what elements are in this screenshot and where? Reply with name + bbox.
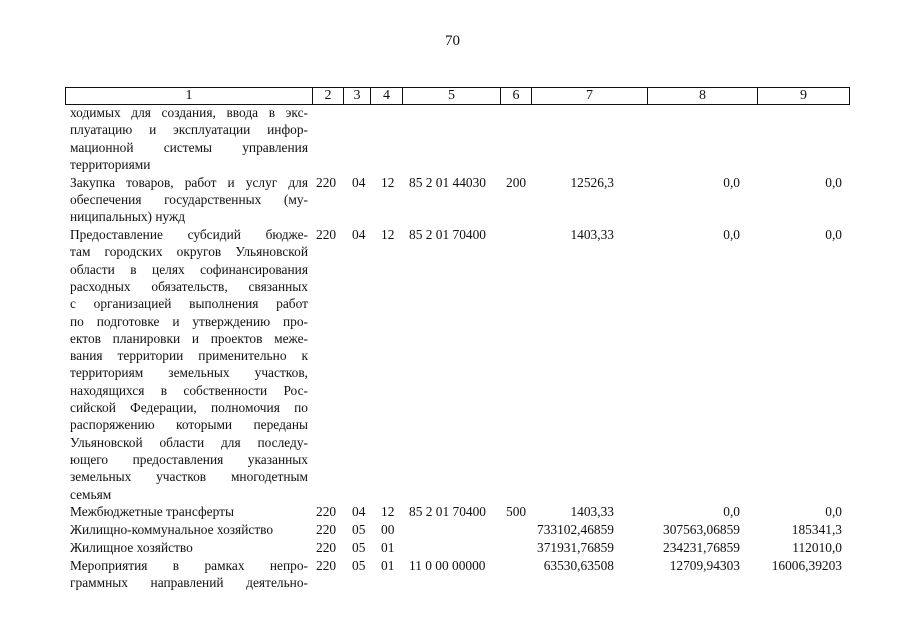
description-line: семьям — [70, 486, 112, 502]
description-line: обеспечения государственных (му- — [70, 191, 308, 207]
description-line: территориями — [70, 156, 151, 172]
row-description — [70, 557, 308, 592]
description-line: Межбюджетные трансферты — [70, 504, 234, 520]
cell-c9: 16006,39203 — [771, 557, 842, 573]
page-number: 70 — [445, 33, 460, 49]
cell-c5: 85 2 01 70400 — [409, 504, 486, 520]
description-line: ниципальных) нужд — [70, 209, 186, 225]
cell-c4: 00 — [381, 522, 395, 538]
cell-c9: 0,0 — [825, 504, 842, 520]
cell-c8: 307563,06859 — [663, 522, 740, 538]
cell-c8: 0,0 — [723, 227, 740, 243]
cell-c4: 12 — [381, 174, 395, 190]
row-description — [70, 174, 308, 226]
header-cell-2: 2 — [313, 88, 344, 104]
cell-c7: 63530,63508 — [543, 557, 614, 573]
description-line: с организацией выполнения работ — [70, 296, 308, 312]
description-line: ходимых для создания, ввода в экс- — [70, 105, 308, 120]
description-line: распоряжению которыми переданы — [70, 417, 308, 433]
cell-c2: 220 — [316, 522, 337, 538]
header-cell-7: 7 — [532, 88, 648, 104]
cell-c2: 220 — [316, 557, 337, 573]
cell-c9: 0,0 — [825, 174, 842, 190]
cell-c2: 220 — [316, 227, 337, 243]
cell-c5: 85 2 01 44030 — [409, 174, 486, 190]
description-line: Закупка товаров, работ и услуг для — [70, 174, 308, 190]
cell-c5: 85 2 01 70400 — [409, 227, 486, 243]
row-description — [70, 503, 308, 520]
description-line: Жилищно-коммунальное хозяйство — [70, 522, 274, 538]
header-cell-4: 4 — [371, 88, 403, 104]
description-line: земельных участков многодетным — [70, 469, 308, 485]
cell-c9: 112010,0 — [792, 540, 842, 555]
cell-c4: 12 — [381, 227, 395, 243]
description-line: Мероприятия в рамках непро- — [70, 557, 308, 573]
description-line: Ульяновской области для последу- — [70, 434, 308, 450]
description-line: находящихся в собственности Рос- — [70, 382, 308, 398]
cell-c2: 220 — [316, 504, 337, 520]
cell-c9: 185341,3 — [791, 522, 842, 538]
description-line: по подготовке и утверждению про- — [70, 313, 308, 329]
row-description — [70, 104, 308, 173]
cell-c3: 04 — [352, 174, 366, 190]
header-cell-1: 1 — [66, 88, 313, 104]
description-line: граммных направлений деятельно- — [70, 575, 308, 591]
cell-c6: 200 — [506, 174, 527, 190]
description-line: Предоставление субсидий бюдже- — [70, 227, 308, 243]
description-line: области в целях софинансирования — [70, 261, 308, 277]
cell-c3: 05 — [352, 557, 366, 573]
description-line: расходных обязательств, связанных — [70, 278, 308, 294]
cell-c7: 733102,46859 — [537, 522, 614, 538]
cell-c5: 11 0 00 00000 — [409, 557, 486, 573]
cell-c9: 0,0 — [825, 227, 842, 243]
row-description — [70, 521, 308, 538]
cell-c8: 234231,76859 — [663, 540, 740, 555]
header-cell-3: 3 — [344, 88, 371, 104]
cell-c7: 12526,3 — [570, 174, 614, 190]
description-line: там городских округов Ульяновской — [70, 244, 308, 260]
cell-c2: 220 — [316, 540, 337, 555]
cell-c3: 04 — [352, 227, 366, 243]
description-line: мационной системы управления — [70, 139, 308, 155]
header-cell-5: 5 — [403, 88, 501, 104]
cell-c3: 04 — [352, 504, 366, 520]
cell-c7: 371931,76859 — [537, 540, 614, 555]
cell-c7: 1403,33 — [570, 227, 614, 243]
cell-c3: 05 — [352, 522, 366, 538]
cell-c8: 0,0 — [723, 504, 740, 520]
cell-c7: 1403,33 — [570, 504, 614, 520]
cell-c4: 01 — [381, 540, 395, 555]
cell-c4: 12 — [381, 504, 395, 520]
cell-c8: 12709,94303 — [669, 557, 740, 573]
cell-c3: 05 — [352, 540, 366, 555]
description-line: ектов планировки и проектов меже- — [70, 330, 308, 346]
cell-c2: 220 — [316, 174, 337, 190]
header-cell-6: 6 — [501, 88, 532, 104]
row-description — [70, 539, 308, 556]
cell-c4: 01 — [381, 557, 395, 573]
description-line: плуатацию и эксплуатации инфор- — [70, 122, 308, 138]
cell-c8: 0,0 — [723, 174, 740, 190]
description-line: Жилищное хозяйство — [70, 540, 193, 555]
header-cell-8: 8 — [648, 88, 758, 104]
cell-c6: 500 — [506, 504, 527, 520]
header-cell-9: 9 — [758, 88, 850, 104]
table-header — [65, 87, 850, 105]
description-line: территориям земельных участков, — [70, 365, 308, 381]
description-line: вания территории применительно к — [70, 348, 308, 364]
description-line: сийской Федерации, полномочия по — [70, 400, 308, 416]
description-line: ющего предоставления указанных — [70, 451, 308, 467]
row-description — [70, 226, 308, 503]
